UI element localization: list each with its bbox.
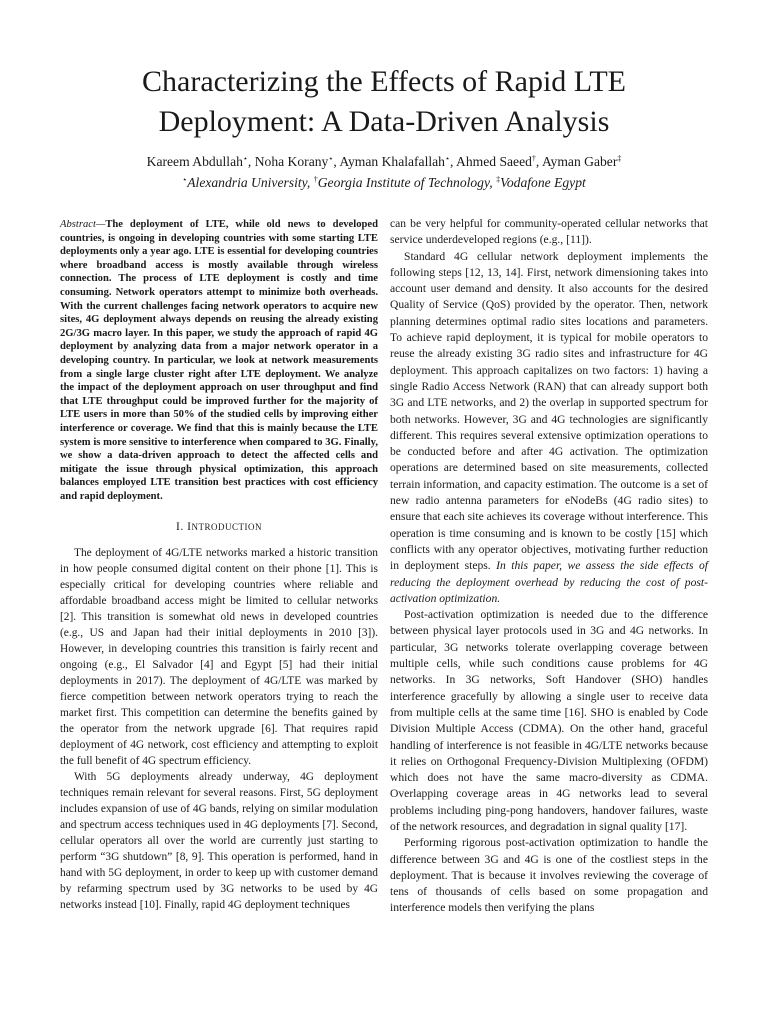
- paper-title: [60, 62, 708, 142]
- author: Noha Korany⋆: [254, 154, 334, 169]
- author: Ayman Gaber‡: [541, 154, 622, 169]
- author-list: Kareem Abdullah⋆, Noha Korany⋆, Ayman Khalafallah⋆, Ahmed Saeed†, Ayman Gaber‡: [146, 154, 622, 169]
- body-paragraph: Performing rigorous post-activation optimization to handle the difference between 3G and 4G is one of the costliest steps in the deployment. That is because it involves reviewing the coverage of tens of thousands of cells based on some propagation and interference models then verifying the plans: [390, 836, 708, 915]
- abstract-text: The deployment of LTE, while old news to developed countries, is ongoing in developing countries with some starting LTE deployments only a year ago. LTE is essential for developing countries where broadband access is mostly available through wireless connection. The process of LTE deployment is costly and time consuming. Network operators attempt to minimize both overheads. With the current challenges facing network operators to acquire new sites, 4G deployment always depends on reusing the already existing 2G/3G macro layer. In this paper, we study the approach of rapid 4G deployment by analyzing data from a major network operator in a developing country. In particular, we look at network measurements from a single large cluster right after LTE deployment. We analyze the impact of the deployment approach on user throughput and find that LTE throughput could be improved further for the majority of LTE users in more than 50% of the studied cells by improving either interference or coverage. We find that this is mainly because the LTE system is more sensitive to interference when compared to 3G. Finally, we show a data-driven approach to detect the affected cells and mitigate the issue through physical optimization, this approach balances employed LTE transition best practices with cost efficiency and rapid deployment.: [60, 219, 378, 502]
- body-paragraph: With 5G deployments already underway, 4G deployment techniques remain relevant for several reasons. First, 5G deployment includes expansion of use of 4G bands, relying on similar modulation and spectrum access techniques used in 4G deployments [7]. Second, cellular operators all over the world are currently just starting to perform “3G shutdown” [8, 9]. This operation is performed, hand in hand with 5G deployment, in order to keep up with customer demand by refarming spectrum used by 3G networks to be used by 4G networks instead [10]. Finally, rapid 4G deployment techniques: [60, 771, 378, 912]
- author: Kareem Abdullah⋆: [146, 154, 248, 169]
- title-line-1: Characterizing the Effects of Rapid LTE: [142, 65, 626, 98]
- left-column: [60, 218, 378, 913]
- body-paragraph: Standard 4G cellular network deployment implements the following steps [12, 13, 14]. First, network dimensioning takes into account user demand and density. It also accounts for the desired Quality of Service (QoS) provided by the operator. Then, network planning determines optimal radio sites locations and parameters. To achieve rapid deployment, it is typical for mobile operators to reuse the already existing 3G radio sites and infrastructure for 4G deployment. This approach capitalizes on two factors: 1) having a single Radio Access Network (RAN) that can already support both 3G and LTE networks, and 2) the overlap in supported spectrum for both networks. However, 3G and 4G technologies are significantly different. This requires several extensive optimization operations to be conducted before and after 4G activation. The optimization operations are determined based on site measurements, collected terrain information, and capacity estimation. The outcome is a set of new radio antenna parameters for eNodeBs (4G radio sites) to ensure that each site achieves its coverage without interference. This operation is time consuming and is known to be costly [15] which conflicts with any operator objectives, motivating further reduction in deployment steps. In this paper, we assess the side effects of reducing the deployment overhead by reducing the cost of post-activation optimization.: [390, 249, 708, 605]
- title-line-2: Deployment: A Data-Driven Analysis: [158, 105, 610, 138]
- body-paragraph: can be very helpful for community-operated cellular networks that service underdeveloped regions (e.g., [11]).: [390, 217, 708, 247]
- author: Ayman Khalafallah⋆: [339, 154, 450, 169]
- body-paragraph: The deployment of 4G/LTE networks marked a historic transition in how people consumed digital content on their phone [1]. This is especially critical for developing countries where reliable and affordable broadband access might be limited to cellular networks [2]. This transition is somewhat old news in developed countries (e.g., US and Japan had their initial deployments in 2010 [3]). However, in developing countries this transition is fairly recent and ongoing (e.g., El Salvador [4] and Egypt [5] had their initial deployments in 2017). The deployment of 4G/LTE was marked by fierce competition between network operators trying to reach the market first. This competition can determine the benefits gained by the operator from the network upgrade [6]. That requires rapid deployment of 4G network, cost efficiency and attempting to exploit the full benefit of 4G spectrum efficiency.: [60, 547, 378, 768]
- affiliation: ‡Vodafone Egypt: [496, 175, 586, 190]
- affiliation: †Georgia Institute of Technology: [313, 175, 490, 190]
- affiliation-list: ⋆Alexandria University, †Georgia Institute of Technology, ‡Vodafone Egypt: [182, 175, 586, 190]
- affiliation: ⋆Alexandria University: [182, 175, 307, 190]
- abstract: [60, 218, 378, 503]
- section-heading-introduction: I. INTRODUCTION: [175, 520, 263, 534]
- right-column: [390, 216, 708, 917]
- abstract-label: Abstract—: [60, 219, 106, 230]
- body-paragraph: Post-activation optimization is needed due to the difference between physical layer protocols used in 3G and 4G networks. In particular, 3G networks tolerate overlapping coverage between multiple cells, while such conditions cause problems for 4G networks. In 3G networks, Soft Handover (SHO) handles interference gracefully by allowing a single user to receive data from multiple cells at the same time [16]. SHO is enabled by Code Division Multiple Access (CDMA). On the other hand, graceful handling of interference is not feasible in 4G/LTE networks because it relies on Orthogonal Frequency-Division Multiplexing (OFDM) which does not have the same macro-diversity as CDMA. Overlapping coverage areas in 4G networks lead to several problems including ping-pong handovers, handover failures, waste of the network resources, and degradation in signal quality [17].: [390, 608, 708, 833]
- author: Ahmed Saeed†: [456, 154, 536, 169]
- emphasized-text: In this paper, we assess the side effects of reducing the deployment overhead by reducing the cost of post-activation optimization.: [390, 559, 708, 605]
